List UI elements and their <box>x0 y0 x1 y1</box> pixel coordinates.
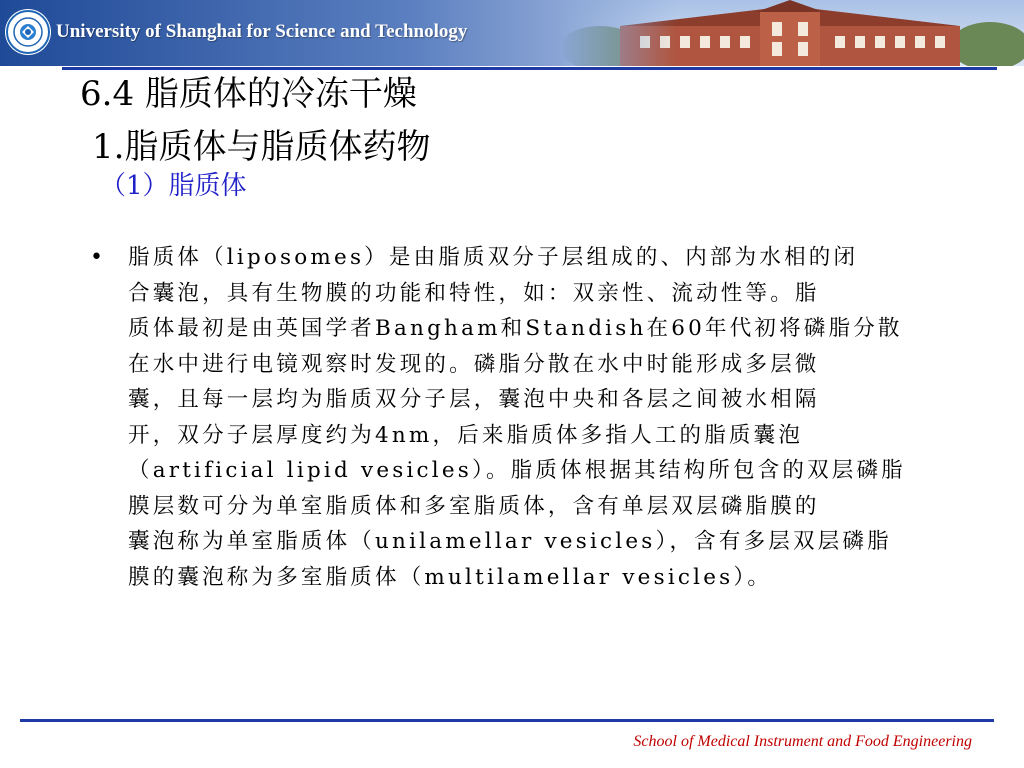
paragraph-line: 膜的囊泡称为多室脂质体（multilamellar vesicles）。 <box>128 564 773 590</box>
university-name: University of Shanghai for Science and Technology <box>56 21 468 42</box>
paragraph-line: 质体最初是由英国学者Bangham和Standish在60年代初将磷脂分散 <box>128 316 903 341</box>
paragraph-body <box>128 240 928 595</box>
slide-header <box>0 0 1024 66</box>
paragraph-line: 膜层数可分为单室脂质体和多室脂质体，含有单层双层磷脂膜的 <box>128 493 820 519</box>
paragraph-line: 开，双分子层厚度约为4nm，后来脂质体多指人工的脂质囊泡 <box>128 422 804 448</box>
paragraph-line: （artificial lipid vesicles）。脂质体根据其结构所包含的双层磷脂 <box>128 458 906 483</box>
paragraph-line: 囊，且每一层均为脂质双分子层，囊泡中央和各层之间被水相隔 <box>128 387 820 412</box>
section-heading: （1）脂质体 <box>100 171 247 201</box>
university-seal-icon <box>4 8 52 56</box>
bullet-marker: • <box>90 245 103 270</box>
paragraph-line: 脂质体（liposomes）是由脂质双分子层组成的、内部为水相的闭 <box>128 245 859 270</box>
footer-school-name: School of Medical Instrument and Food Engineering <box>633 733 972 750</box>
slide-subtitle: 1.脂质体与脂质体药物 <box>92 127 431 167</box>
slide-title: 6.4 脂质体的冷冻干燥 <box>80 74 417 114</box>
paragraph-line: 在水中进行电镜观察时发现的。磷脂分散在水中时能形成多层微 <box>128 351 820 377</box>
paragraph-line: 囊泡称为单室脂质体（unilamellar vesicles），含有多层双层磷脂 <box>128 529 892 554</box>
footer-divider <box>20 719 994 722</box>
campus-building-photo <box>560 0 1024 66</box>
paragraph-line: 合囊泡，具有生物膜的功能和特性，如：双亲性、流动性等。脂 <box>128 280 820 306</box>
